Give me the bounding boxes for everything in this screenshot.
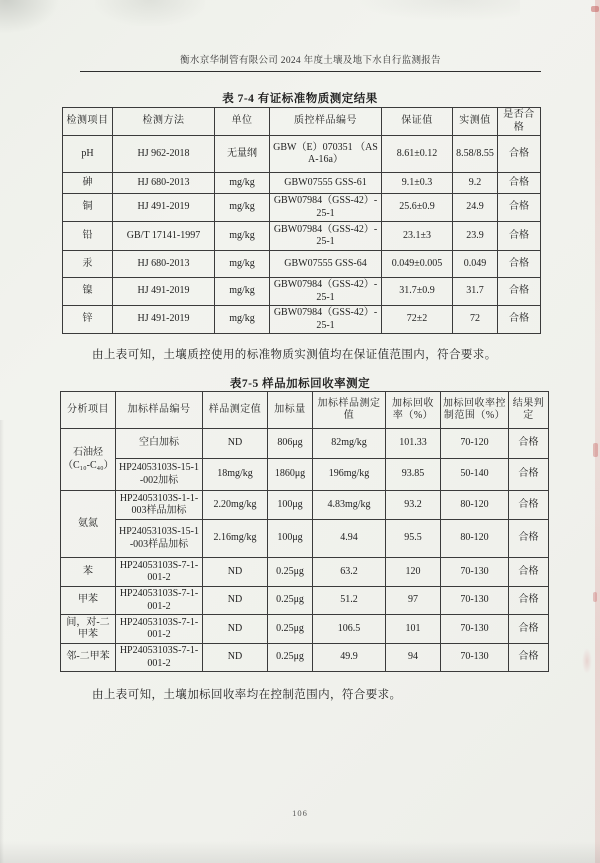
table-cell: mg/kg (215, 222, 270, 251)
table-cell: 31.7±0.9 (382, 278, 453, 306)
table-cell: HJ 680-2013 (113, 173, 215, 194)
column-header: 实测值 (453, 108, 498, 136)
table-cell: 合格 (498, 251, 541, 278)
table-cell: 80-120 (441, 491, 509, 520)
table-row (61, 558, 549, 587)
table-cell: 合格 (498, 306, 541, 334)
table-cell: 合格 (509, 644, 549, 672)
table-cell: 101.33 (386, 429, 441, 459)
table-cell: HJ 491-2019 (113, 194, 215, 222)
table-cell: 25.6±0.9 (382, 194, 453, 222)
table-cell: 31.7 (453, 278, 498, 306)
table-cell: 93.85 (386, 459, 441, 491)
table-cell: ND (203, 615, 268, 644)
table-cell: 0.25μg (268, 587, 313, 615)
table-cell: ND (203, 587, 268, 615)
row-label: 氨氮 (61, 491, 116, 558)
table-row (63, 306, 541, 334)
table-cell: HP24053103S-7-1-001-2 (116, 644, 203, 672)
table-row (61, 587, 549, 615)
table-cell: 0.25μg (268, 644, 313, 672)
table-row (61, 615, 549, 644)
table-cell: GBW（E）070351 （ASA-16a） (270, 136, 382, 173)
table-cell: 97 (386, 587, 441, 615)
table-cell: 合格 (509, 429, 549, 459)
table-cell: 106.5 (313, 615, 386, 644)
table-cell: 806μg (268, 429, 313, 459)
column-header: 样品测定值 (203, 392, 268, 429)
row-label: 铅 (63, 222, 113, 251)
table-cell: GBW07984（GSS-42）-25-1 (270, 278, 382, 306)
table-row (63, 173, 541, 194)
table-cell: 合格 (498, 278, 541, 306)
table-cell: 合格 (509, 459, 549, 491)
row-label: 砷 (63, 173, 113, 194)
scan-artifact (582, 648, 592, 674)
table-cell: 合格 (509, 520, 549, 558)
table-cell: HP24053103S-7-1-001-2 (116, 587, 203, 615)
row-label: 汞 (63, 251, 113, 278)
table-cell: 70-120 (441, 429, 509, 459)
table-cell: 9.2 (453, 173, 498, 194)
table-cell: 4.83mg/kg (313, 491, 386, 520)
table-cell: HJ 680-2013 (113, 251, 215, 278)
table-cell: 空白加标 (116, 429, 203, 459)
table-cell: 95.5 (386, 520, 441, 558)
table-cell: 24.9 (453, 194, 498, 222)
column-header: 质控样品编号 (270, 108, 382, 136)
table-cell: 合格 (498, 194, 541, 222)
row-label: 邻-二甲苯 (61, 644, 116, 672)
table-cell: 72 (453, 306, 498, 334)
scan-artifact (95, 0, 205, 26)
page-number: 106 (292, 808, 308, 818)
column-header: 加标回收率控制范围（%） (441, 392, 509, 429)
table-row (63, 251, 541, 278)
table-header-row (63, 108, 541, 136)
table-7-5 (60, 391, 549, 672)
scan-artifact (593, 443, 598, 457)
table-cell: 120 (386, 558, 441, 587)
table-cell: 0.049 (453, 251, 498, 278)
table-row (63, 278, 541, 306)
table-cell: HP24053103S-15-1-002加标 (116, 459, 203, 491)
table-cell: GB/T 17141-1997 (113, 222, 215, 251)
table-cell: 63.2 (313, 558, 386, 587)
column-header: 检测方法 (113, 108, 215, 136)
table-cell: 101 (386, 615, 441, 644)
table-cell: 合格 (498, 222, 541, 251)
table-row (63, 194, 541, 222)
column-header: 保证值 (382, 108, 453, 136)
table-cell: 8.61±0.12 (382, 136, 453, 173)
table-cell: GBW07984（GSS-42）-25-1 (270, 222, 382, 251)
row-label: pH (63, 136, 113, 173)
table-cell: GBW07984（GSS-42）-25-1 (270, 306, 382, 334)
scan-artifact (595, 0, 600, 863)
row-label: 间，对-二甲苯 (61, 615, 116, 644)
note-table-7-4: 由上表可知，土壤质控使用的标准物质实测值均在保证值范围内，符合要求。 (92, 349, 497, 361)
column-header: 单位 (215, 108, 270, 136)
table-cell: 80-120 (441, 520, 509, 558)
row-label: 铜 (63, 194, 113, 222)
scan-artifact (360, 0, 520, 20)
scan-artifact (0, 0, 60, 34)
table-cell: 1860μg (268, 459, 313, 491)
table-cell: HP24053103S-7-1-001-2 (116, 558, 203, 587)
table-cell: mg/kg (215, 278, 270, 306)
table-row (61, 459, 549, 491)
table-cell: mg/kg (215, 251, 270, 278)
table-cell: mg/kg (215, 194, 270, 222)
column-header: 检测项目 (63, 108, 113, 136)
column-header: 结果判定 (509, 392, 549, 429)
table-cell: 100μg (268, 491, 313, 520)
table-row (63, 222, 541, 251)
table-cell: 72±2 (382, 306, 453, 334)
table-cell: 合格 (498, 136, 541, 173)
column-header: 加标样品测定值 (313, 392, 386, 429)
report-header: 衡水京华制管有限公司 2024 年度土壤及地下水自行监测报告 (80, 52, 541, 72)
column-header: 加标样品编号 (116, 392, 203, 429)
table-cell: 93.2 (386, 491, 441, 520)
table-cell: HP24053103S-7-1-001-2 (116, 615, 203, 644)
row-label: 镍 (63, 278, 113, 306)
table-header-row (61, 392, 549, 429)
table-cell: 196mg/kg (313, 459, 386, 491)
table-cell: GBW07555 GSS-64 (270, 251, 382, 278)
table-cell: 合格 (498, 173, 541, 194)
table-cell: 合格 (509, 558, 549, 587)
table-cell: 94 (386, 644, 441, 672)
table-cell: 9.1±0.3 (382, 173, 453, 194)
row-label: 甲苯 (61, 587, 116, 615)
table-cell: 0.25μg (268, 615, 313, 644)
table-cell: 70-130 (441, 587, 509, 615)
table-row (61, 491, 549, 520)
column-header: 加标回收率（%） (386, 392, 441, 429)
table-cell: ND (203, 644, 268, 672)
scan-artifact (593, 592, 597, 602)
table-cell: 70-130 (441, 615, 509, 644)
table-cell: HJ 962-2018 (113, 136, 215, 173)
table-row (63, 136, 541, 173)
table-cell: 合格 (509, 491, 549, 520)
table-cell: 0.25μg (268, 558, 313, 587)
table-cell: 4.94 (313, 520, 386, 558)
column-header: 加标量 (268, 392, 313, 429)
table-cell: 70-130 (441, 558, 509, 587)
scan-artifact (0, 841, 600, 863)
table-cell: 8.58/8.55 (453, 136, 498, 173)
table-cell: HP24053103S-15-1-003样品加标 (116, 520, 203, 558)
table-cell: 51.2 (313, 587, 386, 615)
table-cell: 合格 (509, 587, 549, 615)
table-cell: HP24053103S-1-1-003样品加标 (116, 491, 203, 520)
table-cell: 23.9 (453, 222, 498, 251)
table-cell: 100μg (268, 520, 313, 558)
table-cell: 合格 (509, 615, 549, 644)
table-cell: GBW07984（GSS-42）-25-1 (270, 194, 382, 222)
row-label: 石油烃（C₁₀-C₄₀） (61, 429, 116, 491)
table-cell: ND (203, 429, 268, 459)
table-7-4 (62, 107, 541, 334)
table-cell: GBW07555 GSS-61 (270, 173, 382, 194)
table-cell: 82mg/kg (313, 429, 386, 459)
column-header: 是否合格 (498, 108, 541, 136)
table-row (61, 644, 549, 672)
table-row (61, 429, 549, 459)
table-7-4-title: 表 7-4 有证标准物质测定结果 (222, 93, 378, 105)
table-cell: 50-140 (441, 459, 509, 491)
table-cell: 49.9 (313, 644, 386, 672)
table-cell: 23.1±3 (382, 222, 453, 251)
table-cell: 无量纲 (215, 136, 270, 173)
table-cell: mg/kg (215, 306, 270, 334)
table-cell: mg/kg (215, 173, 270, 194)
table-cell: 2.20mg/kg (203, 491, 268, 520)
table-cell: 18mg/kg (203, 459, 268, 491)
table-cell: HJ 491-2019 (113, 278, 215, 306)
table-cell: ND (203, 558, 268, 587)
note-table-7-5: 由上表可知，土壤加标回收率均在控制范围内，符合要求。 (92, 689, 402, 701)
column-header: 分析项目 (61, 392, 116, 429)
scan-artifact (0, 420, 4, 863)
table-row (61, 520, 549, 558)
scan-artifact (591, 6, 599, 12)
row-label: 苯 (61, 558, 116, 587)
table-cell: HJ 491-2019 (113, 306, 215, 334)
table-cell: 0.049±0.005 (382, 251, 453, 278)
table-cell: 2.16mg/kg (203, 520, 268, 558)
table-cell: 70-130 (441, 644, 509, 672)
table-7-5-title: 表7-5 样品加标回收率测定 (229, 378, 371, 390)
row-label: 锌 (63, 306, 113, 334)
